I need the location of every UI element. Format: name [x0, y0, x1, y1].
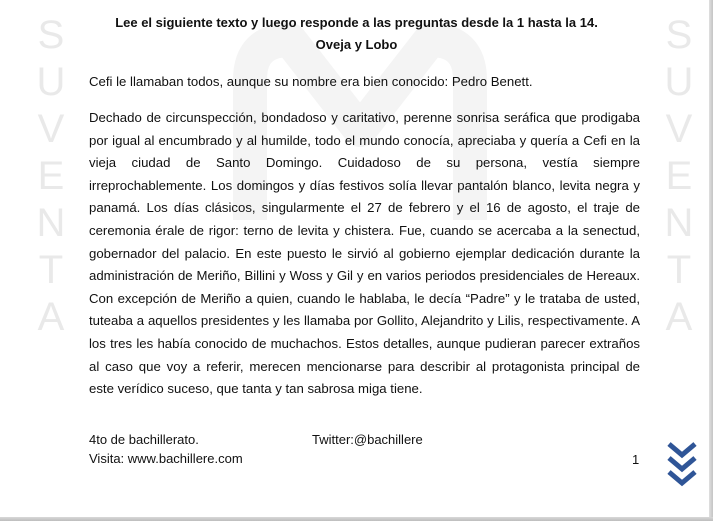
watermark-left [36, 12, 66, 341]
intro-paragraph: Cefi le llamaban todos, aunque su nombre era bien conocido: Pedro Benett. [89, 74, 533, 89]
footer-center [312, 430, 423, 449]
website-link[interactable]: Visita: www.bachillere.com [89, 451, 243, 466]
page-title: Lee el siguiente texto y luego responde a las preguntas desde la 1 hasta la 14. [115, 15, 598, 30]
watermark-letter: E [37, 154, 65, 198]
body-paragraph: Dechado de circunspección, bondadoso y caritativo, perenne sonrisa seráfica que prodigaba por igual al encumbrado y al humilde, todo el mundo conocía, apreciaba y quería a Cefi en la vieja ciudad de Santo Domingo. Cuidadoso de su persona, vestía siempre irreprochablemente. Los domingos y días festivos solía llevar pantalón blanco, levita negra y panamá. Los días clásicos, singularmente el 27 de febrero y el 16 de agosto, el traje de ceremonia érale de rigor: terno de levita y chistera. Fue, cuando se acercaba a la senectud, gobernador del palacio. En este puesto le sirvió al gobierno ejemplar dedicación durante la administración de Meriño, Billini y Woss y Gil y en varios periodos presidenciales de Hereaux. Con excepción de Meriño a quien, cuando le hablaba, le decía “Padre” y le trataba de usted, tuteaba a aquellos presidentes y les llamaba por Gollito, Alejandrito y Lilis, respectivamente. A los tres les había conocido de muchachos. Estos detalles, aunque pudieran parecer extraños al caso que voy a referir, merecen mencionarse para describir al protagonista principal de este verídico suceso, que tanta y tan sabrosa miga tiene. [89, 110, 640, 397]
page-edge-right [709, 0, 713, 521]
watermark-letter: V [37, 107, 65, 151]
watermark-letter: N [36, 201, 66, 245]
grade-label: 4to de bachillerato. [89, 432, 199, 447]
watermark-letter: A [37, 295, 65, 339]
chevron-stack-icon [666, 440, 698, 494]
footer-left [89, 430, 243, 468]
watermark-letter: A [665, 295, 693, 339]
watermark-letter: T [666, 248, 692, 292]
watermark-letter: S [665, 13, 693, 57]
watermark-letter: E [665, 154, 693, 198]
page-number: 1 [632, 452, 640, 467]
watermark-letter: T [38, 248, 64, 292]
story-title: Oveja y Lobo [315, 37, 398, 52]
twitter-handle[interactable]: Twitter:@bachillere [312, 432, 423, 447]
watermark-right [664, 12, 694, 341]
page-edge-bottom [0, 517, 713, 521]
watermark-letter: S [37, 13, 65, 57]
watermark-letter: N [664, 201, 694, 245]
watermark-letter: U [36, 60, 66, 104]
watermark-letter: U [664, 60, 694, 104]
watermark-letter: V [665, 107, 693, 151]
